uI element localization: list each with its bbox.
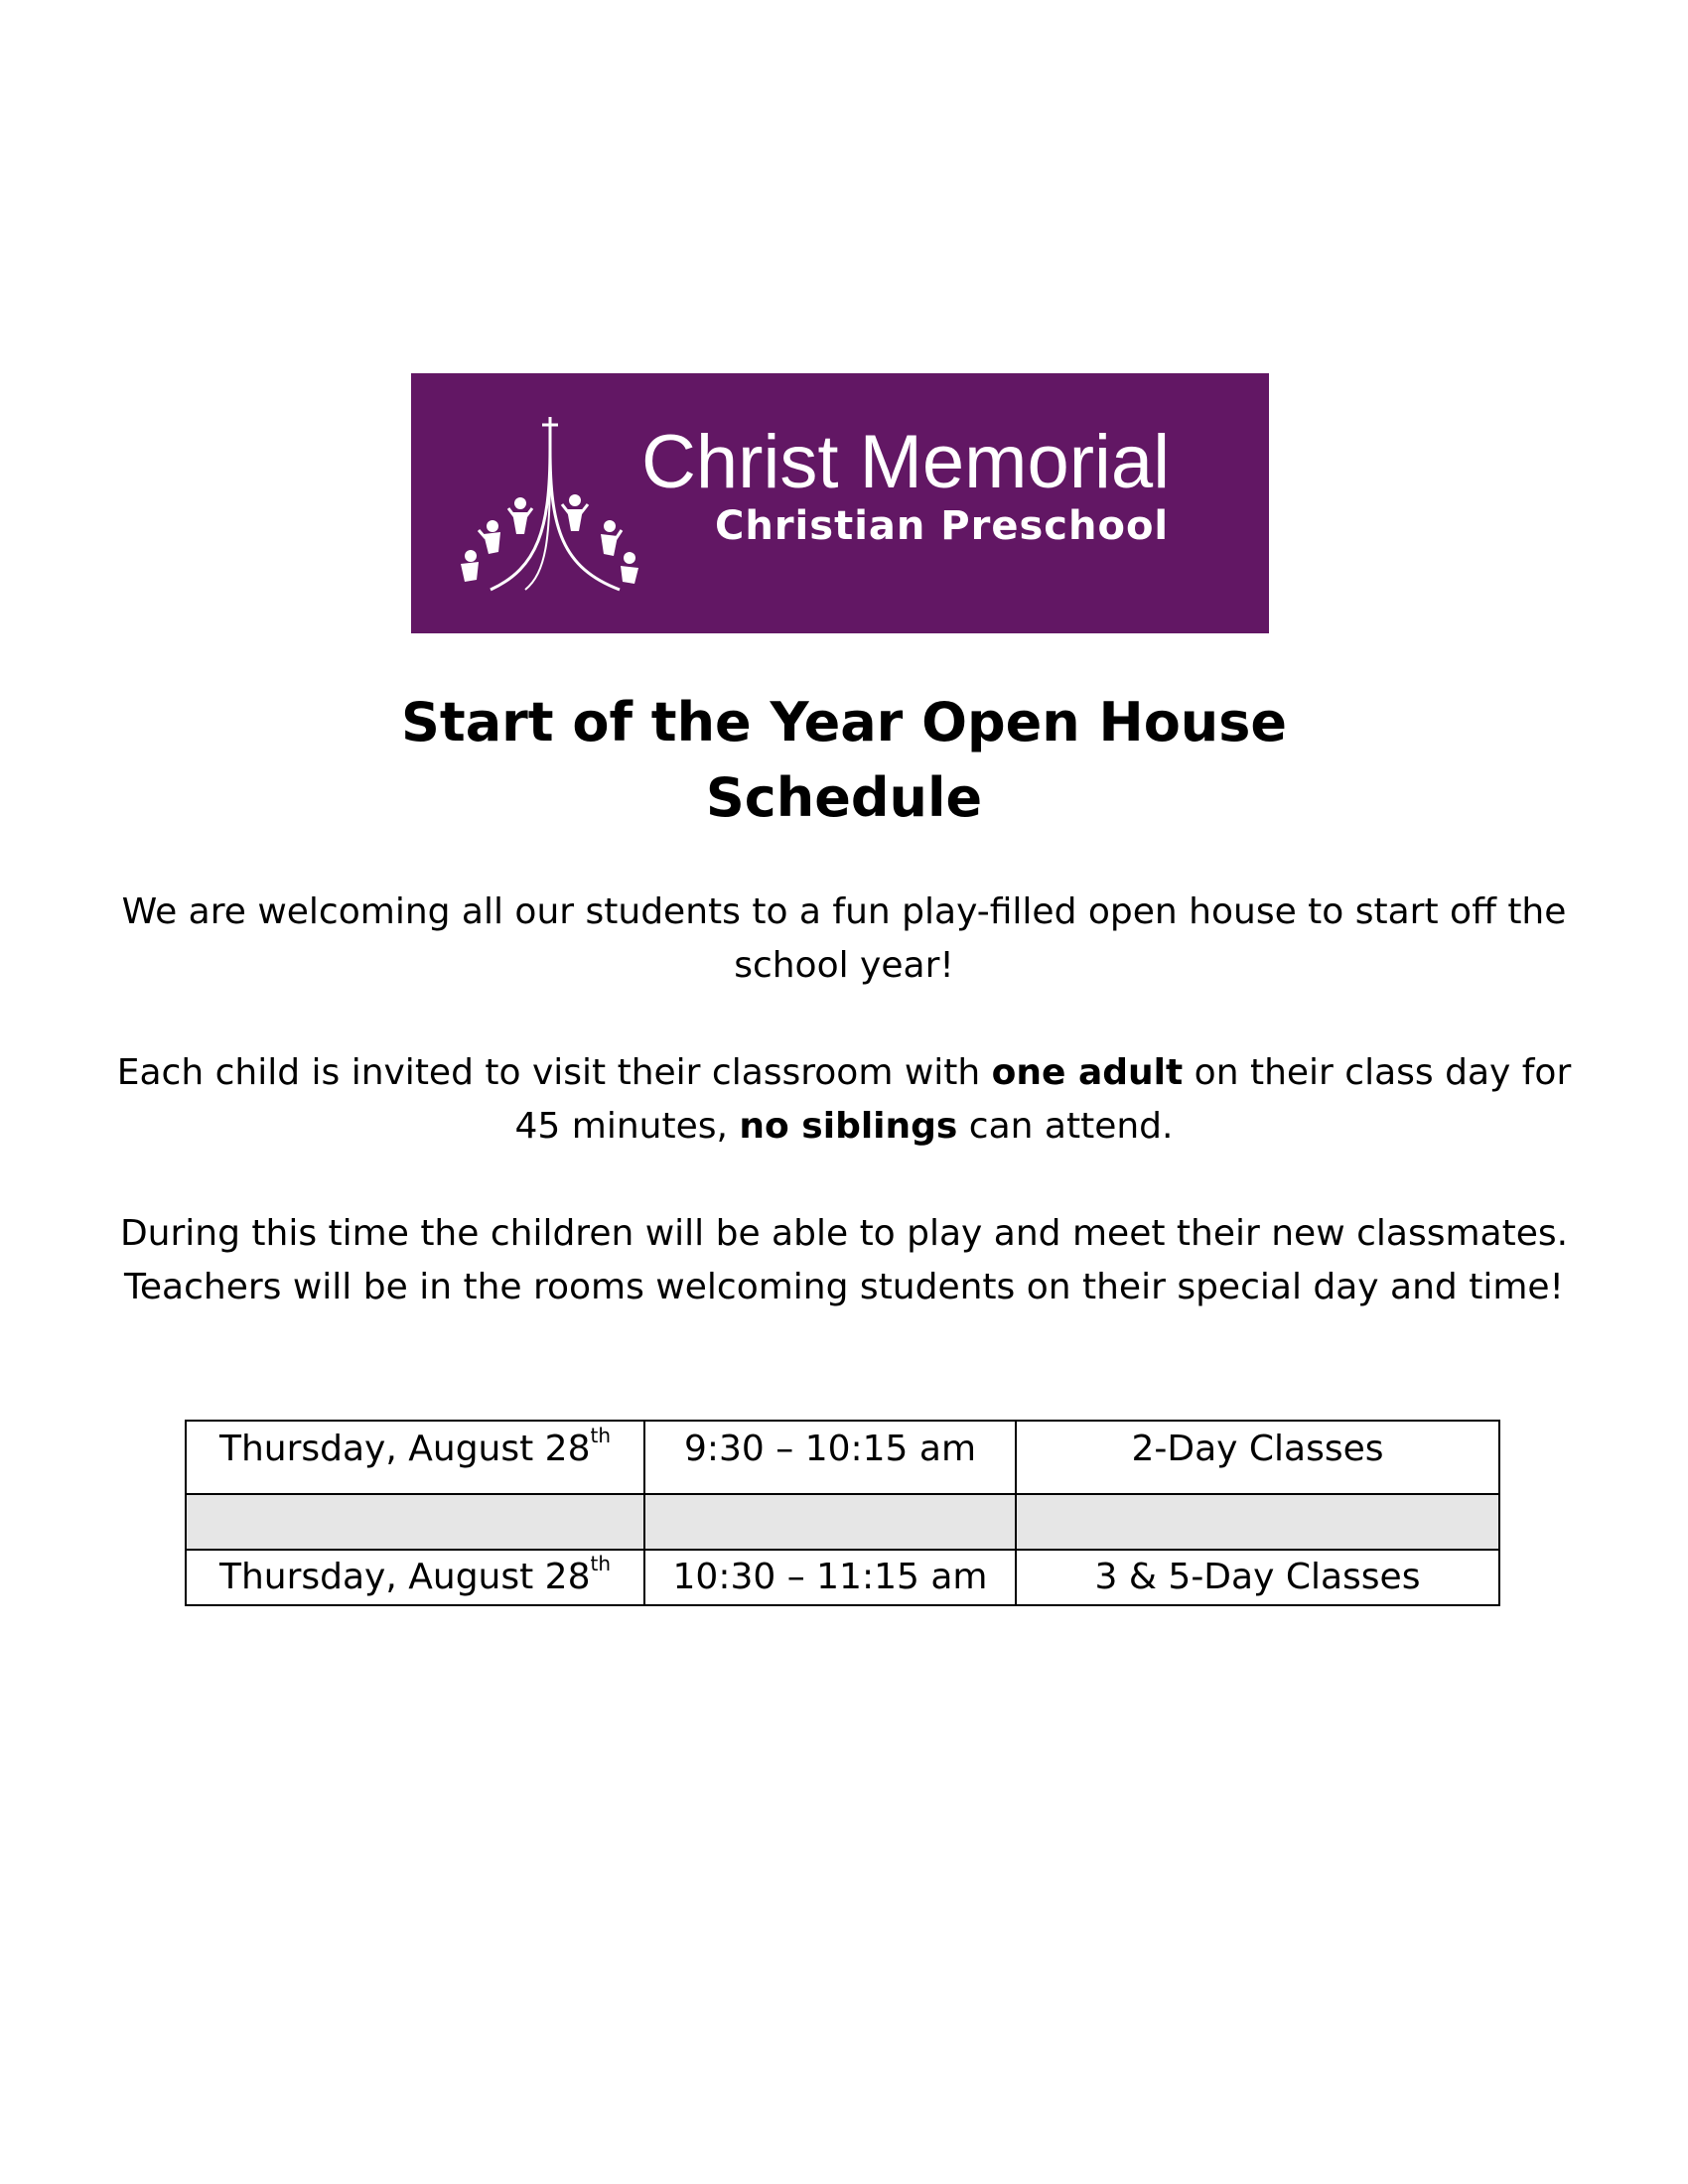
- day-suffix: th: [590, 1552, 612, 1575]
- one-adult-emphasis: one adult: [991, 1052, 1184, 1093]
- schedule-table: [185, 1420, 1500, 1606]
- classes-cell: 2-Day Classes: [1016, 1421, 1499, 1494]
- time-cell: 10:30 – 11:15 am: [644, 1550, 1016, 1605]
- day-cell: [186, 1550, 644, 1605]
- title-line-2: Schedule: [705, 766, 983, 829]
- church-steeple-with-children-icon: [451, 409, 649, 608]
- day-suffix: th: [590, 1424, 612, 1447]
- spacer-row: [186, 1494, 1499, 1550]
- title-line-1: Start of the Year Open House: [400, 691, 1288, 753]
- spacer-cell: [186, 1494, 644, 1550]
- spacer-cell: [644, 1494, 1016, 1550]
- welcome-paragraph: We are welcoming all our students to a fun play-filled open house to start off the school year!: [121, 891, 1567, 986]
- time-cell: 9:30 – 10:15 am: [644, 1421, 1016, 1494]
- page-title: [0, 685, 1688, 836]
- no-siblings-emphasis: no siblings: [739, 1106, 958, 1147]
- invite-text-3: can attend.: [957, 1106, 1174, 1147]
- spacer-cell: [1016, 1494, 1499, 1550]
- school-subtitle: Christian Preschool: [715, 503, 1170, 549]
- during-paragraph: During this time the children will be able to play and meet their new classmates. Teachers will be in the rooms welcoming students on their special day and time!: [119, 1213, 1569, 1307]
- invite-text-1: Each child is invited to visit their classroom with: [116, 1052, 992, 1093]
- school-name: Christ Memorial: [641, 420, 1171, 504]
- invite-paragraph: [89, 1046, 1599, 1154]
- school-logo: [411, 373, 1269, 633]
- day-cell: [186, 1421, 644, 1494]
- classes-cell: 3 & 5-Day Classes: [1016, 1550, 1499, 1605]
- invite-text-2: on their class day for 45 minutes,: [514, 1052, 1572, 1147]
- day-text: Thursday, August 28: [218, 1557, 591, 1597]
- table-row: [186, 1421, 1499, 1494]
- day-text: Thursday, August 28: [218, 1429, 591, 1469]
- table-row: [186, 1550, 1499, 1605]
